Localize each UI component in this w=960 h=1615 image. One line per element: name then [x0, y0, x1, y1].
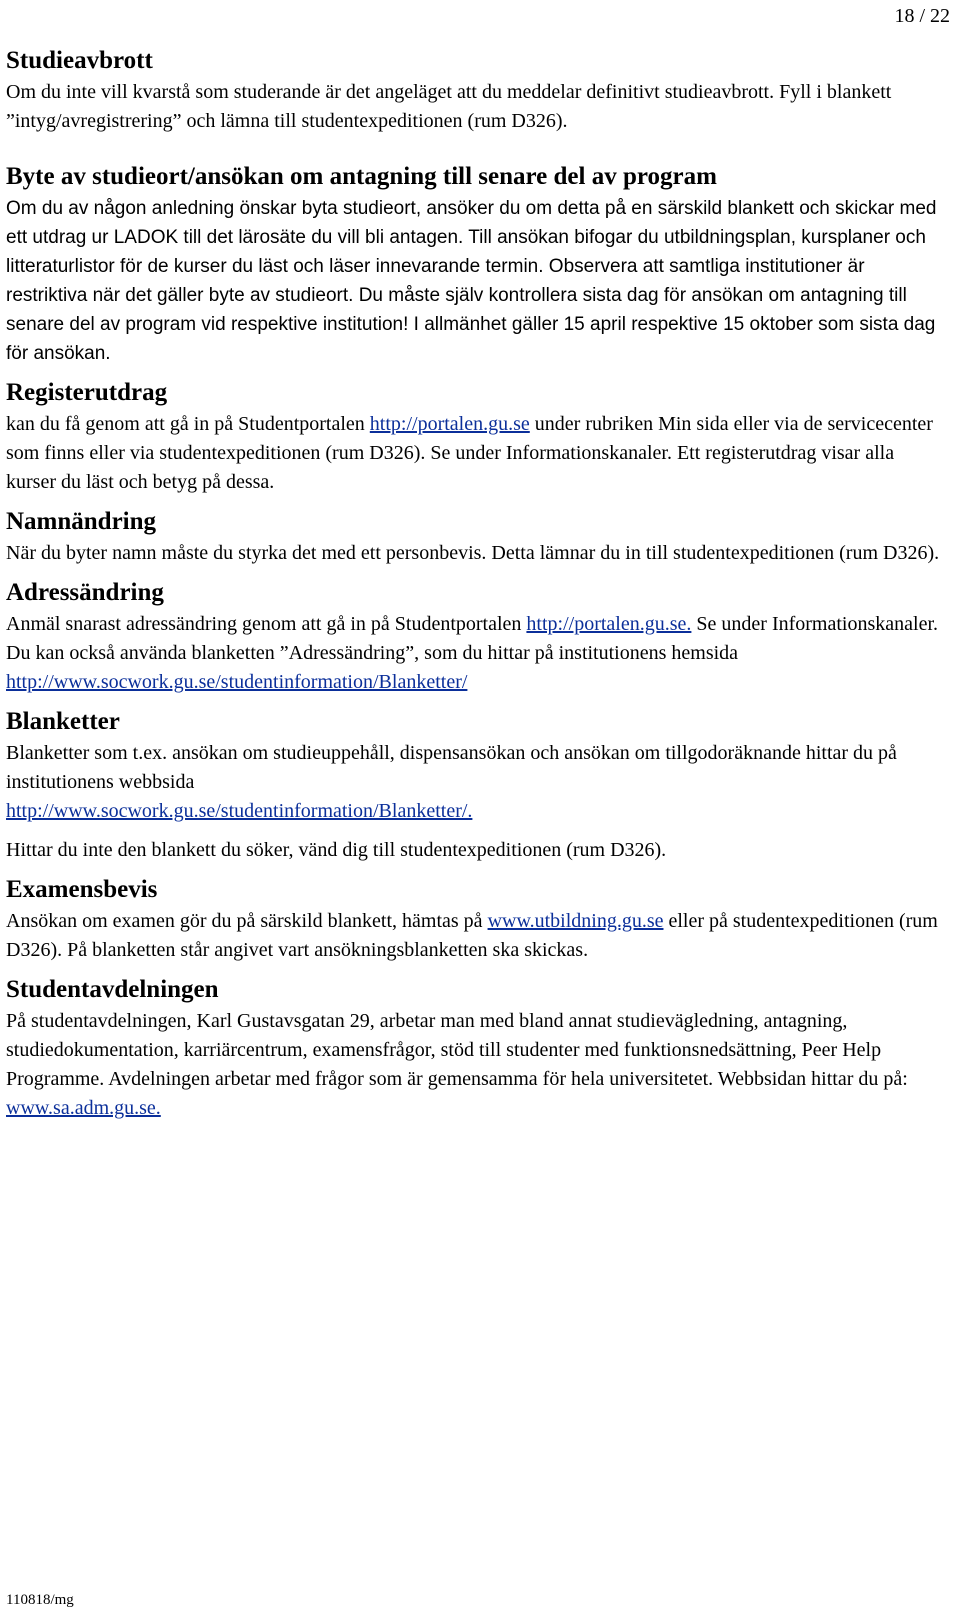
page-number: 18 / 22	[894, 5, 950, 27]
sa-adm-link[interactable]: www.sa.adm.gu.se.	[6, 1097, 161, 1119]
portal-link[interactable]: http://portalen.gu.se	[369, 413, 530, 435]
utbildning-link[interactable]: www.utbildning.gu.se	[487, 910, 664, 932]
section-text: På studentavdelningen, Karl Gustavsgatan 29, arbetar man med bland annat studievägledning, antagning, studiedokumentation, karriärcentrum, examensfrågor, stöd till studenter med funktionsnedsättning, Peer Help Programme. Avdelningen arbetar med frågor som är gemensamma för hela universitetet. Webbsidan hittar du på: www.sa.adm.gu.se.	[6, 1010, 908, 1119]
section-registerutdrag	[6, 376, 946, 497]
section-text: Om du inte vill kvarstå som studerande är det angeläget att du meddelar definitivt studieavbrott. Fyll i blankett ”intyg/avregistrering” och lämna till studentexpeditionen (rum D326).	[6, 81, 892, 132]
section-title: Studentavdelningen	[6, 976, 219, 1003]
blanketter-link[interactable]: http://www.socwork.gu.se/studentinformation/Blanketter/	[6, 671, 468, 693]
section-title: Examensbevis	[6, 876, 158, 903]
section-namnandring	[6, 505, 946, 568]
section-title: Registerutdrag	[6, 379, 168, 406]
section-text: kan du få genom att gå in på Studentportalen http://portalen.gu.se under rubriken Min sida eller via de servicecenter som finns eller via studentexpeditionen (rum D326). Se under Informationskanaler. Ett registerutdrag visar alla kurser du läst och betyg på dessa.	[6, 413, 933, 493]
section-title: Namnändring	[6, 508, 157, 535]
section-text: Om du av någon anledning önskar byta studieort, ansöker du om detta på en särskild blankett och skickar med ett utdrag ur LADOK till det lärosäte du vill bli antagen. Till ansökan bifogar du utbildningsplan, kursplaner och litteraturlistor för de kurser du läst och läser innevarande termin. Observera att samtliga institutioner är restriktiva när det gäller byte av studieort. Du måste själv kontrollera sista dag för ansökan om antagning till senare del av program vid respektive institution! I allmänhet gäller 15 april respektive 15 oktober som sista dag för ansökan.	[6, 198, 937, 364]
section-text-2: Hittar du inte den blankett du söker, vänd dig till studentexpeditionen (rum D326).	[6, 839, 667, 861]
footer-code: 110818/mg	[6, 1592, 74, 1608]
section-blanketter	[6, 705, 946, 865]
document-body	[6, 44, 946, 1123]
section-studentavdelningen	[6, 973, 946, 1123]
section-adressandring	[6, 576, 946, 697]
section-text: Blanketter som t.ex. ansökan om studieuppehåll, dispensansökan och ansökan om tillgodoräknande hittar du på institutionens webbsida http://www.socwork.gu.se/studentinformation/Blanketter/.	[6, 742, 897, 822]
section-text: Ansökan om examen gör du på särskild blankett, hämtas på www.utbildning.gu.se eller på studentexpeditionen (rum D326). På blanketten står angivet vart ansökningsblanketten ska skickas.	[6, 910, 938, 961]
section-text: När du byter namn måste du styrka det med ett personbevis. Detta lämnar du in till studentexpeditionen (rum D326).	[6, 542, 940, 564]
section-text: Anmäl snarast adressändring genom att gå in på Studentportalen http://portalen.gu.se. Se under Informationskanaler. Du kan också använda blanketten ”Adressändring”, som du hittar på institutionens hemsida http://www.socwork.gu.se/studentinformation/Blanketter/	[6, 613, 938, 693]
portal-link[interactable]: http://portalen.gu.se.	[526, 613, 692, 635]
blanketter-link[interactable]: http://www.socwork.gu.se/studentinformation/Blanketter/.	[6, 800, 473, 822]
section-title: Byte av studieort/ansökan om antagning till senare del av program	[6, 163, 717, 190]
section-studieavbrott	[6, 44, 946, 136]
section-byte	[6, 160, 946, 368]
section-examensbevis	[6, 873, 946, 965]
section-title: Studieavbrott	[6, 47, 153, 74]
section-title: Adressändring	[6, 579, 164, 606]
section-title: Blanketter	[6, 708, 120, 735]
